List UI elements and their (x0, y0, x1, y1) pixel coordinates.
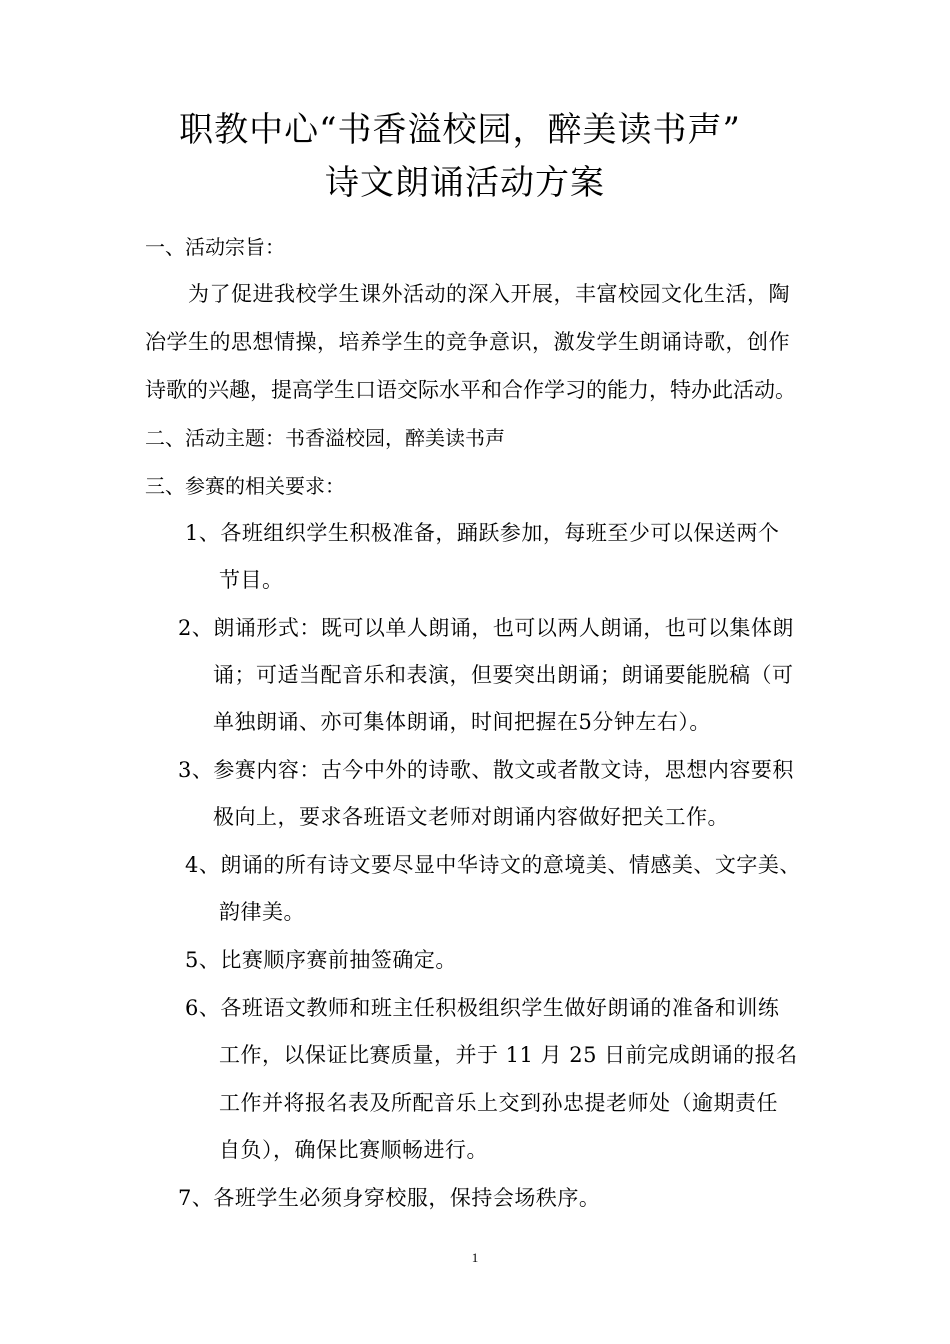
requirement-item-1: 1、各班组织学生积极准备，踊跃参加，每班至少可以保送两个 (185, 521, 780, 545)
section-2-heading-label: 二、活动主题： (145, 426, 285, 450)
section-3-heading: 三、参赛的相关要求： (145, 474, 345, 498)
section-2-theme: 书香溢校园，醉美读书声 (285, 426, 505, 450)
requirement-item-4-cont: 韵律美。 (219, 900, 305, 924)
document-title-line-2: 诗文朗诵活动方案 (325, 163, 605, 203)
section-1-heading: 一、活动宗旨： (145, 235, 285, 259)
requirement-item-6-cont: 工作，以保证比赛质量，并于 11 月 25 日前完成朗诵的报名 (219, 1043, 798, 1067)
requirement-item-4: 4、朗诵的所有诗文要尽显中华诗文的意境美、情感美、文字美、 (185, 853, 801, 877)
section-1-line: 冶学生的思想情操，培养学生的竞争意识，激发学生朗诵诗歌，创作 (145, 330, 790, 354)
page-number: 1 (471, 1250, 479, 1265)
requirement-item-3-cont: 极向上，要求各班语文老师对朗诵内容做好把关工作。 (213, 805, 729, 829)
requirement-item-2-cont: 诵；可适当配音乐和表演，但要突出朗诵；朗诵要能脱稿（可 (213, 663, 794, 687)
section-1-line: 为了促进我校学生课外活动的深入开展，丰富校园文化生活，陶 (188, 282, 790, 306)
requirement-item-7: 7、各班学生必须身穿校服，保持会场秩序。 (178, 1186, 601, 1210)
requirement-item-6: 6、各班语文教师和班主任积极组织学生做好朗诵的准备和训练 (185, 996, 780, 1020)
section-2-heading (145, 422, 505, 451)
section-1-line: 诗歌的兴趣，提高学生口语交际水平和合作学习的能力，特办此活动。 (145, 378, 796, 402)
requirement-item-6-cont: 自负），确保比赛顺畅进行。 (219, 1138, 488, 1162)
requirement-item-3: 3、参赛内容：古今中外的诗歌、散文或者散文诗，思想内容要积 (178, 758, 794, 782)
requirement-item-5: 5、比赛顺序赛前抽签确定。 (185, 948, 457, 972)
document-title-line-1: 职教中心“书香溢校园，醉美读书声” (179, 110, 741, 150)
requirement-item-2-cont: 单独朗诵、亦可集体朗诵，时间把握在5分钟左右）。 (213, 710, 711, 734)
requirement-item-6-cont: 工作并将报名表及所配音乐上交到孙忠提老师处（逾期责任 (219, 1091, 778, 1115)
requirement-item-2: 2、朗诵形式：既可以单人朗诵，也可以两人朗诵，也可以集体朗 (178, 616, 794, 640)
requirement-item-1-cont: 节目。 (219, 568, 284, 592)
